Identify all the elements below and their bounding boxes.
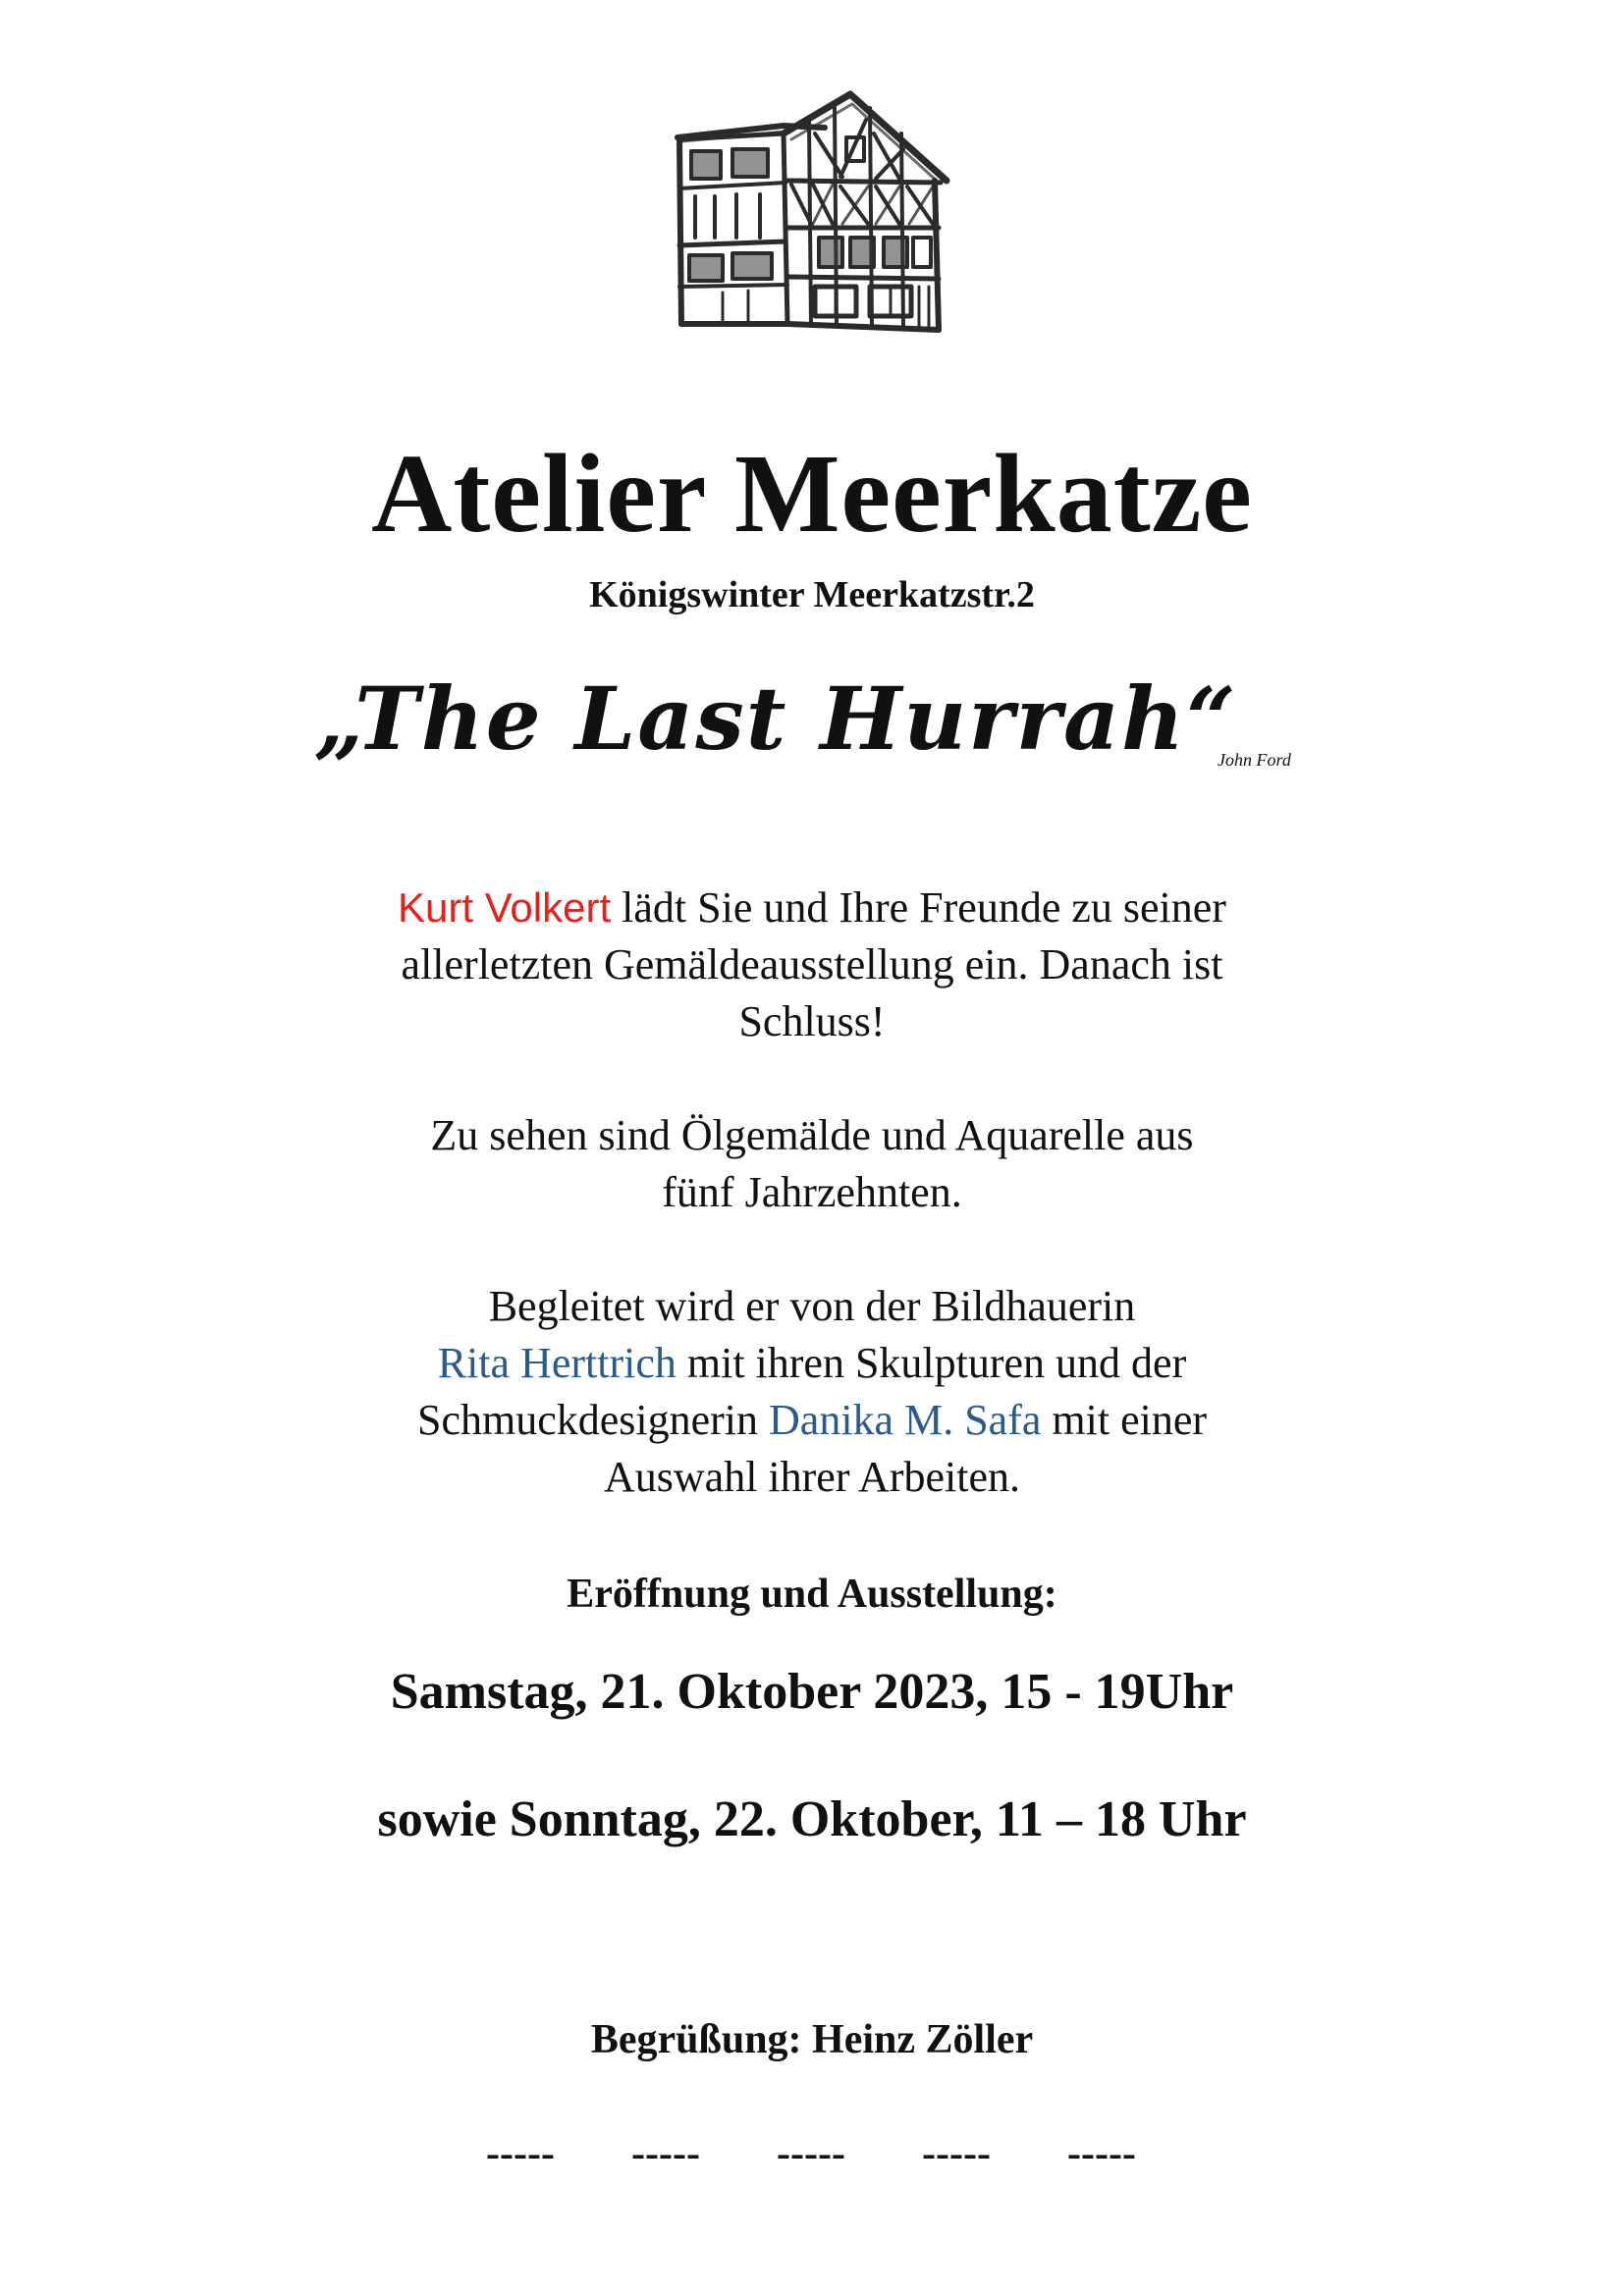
motto-quote: „The Last Hurrah“ — [314, 667, 1238, 770]
intro-paragraph — [272, 880, 1352, 1050]
intro-line-3: Schluss! — [738, 997, 886, 1045]
works-line-1: Zu sehen sind Ölgemälde und Aquarelle aus — [430, 1111, 1194, 1159]
event-heading: Eröffnung und Ausstellung: — [567, 1572, 1057, 1617]
guests-line-1: Begleitet wird er von der Bildhauerin — [488, 1282, 1136, 1330]
designer-name: Danika M. Safa — [769, 1396, 1042, 1444]
artist-name: Kurt Volkert — [398, 884, 612, 931]
guests-line-2-text: mit ihren Skulpturen und der — [676, 1339, 1187, 1387]
intro-line-1 — [272, 880, 1352, 936]
guests-line-3 — [272, 1392, 1352, 1449]
sculptor-name: Rita Herttrich — [437, 1339, 677, 1387]
divider-dash: ----- — [777, 2131, 845, 2176]
footer-divider — [486, 2124, 1154, 2183]
greeting-line: Begrüßung: Heinz Zöller — [590, 2017, 1034, 2062]
motto-credit: John Ford — [1218, 750, 1291, 770]
motto — [295, 660, 1375, 787]
event-date-saturday: Samstag, 21. Oktober 2023, 15 - 19Uhr — [390, 1664, 1234, 1720]
works-paragraph — [272, 1107, 1352, 1221]
guests-line-3-text: mit einer — [1041, 1396, 1208, 1444]
guests-line-3-start: Schmuckdesignerin — [416, 1396, 770, 1444]
intro-line-1-text: lädt Sie und Ihre Freunde zu seiner — [611, 883, 1226, 932]
intro-line-2: allerletzten Gemäldeausstellung ein. Danach ist — [401, 940, 1223, 988]
guests-paragraph — [272, 1278, 1352, 1506]
guests-line-2 — [272, 1335, 1352, 1392]
house-drawing-icon — [668, 90, 962, 365]
divider-dash: ----- — [631, 2131, 700, 2176]
address-subtitle: Königswinter Meerkatzstr.2 — [589, 574, 1035, 615]
event-date-sunday: sowie Sonntag, 22. Oktober, 11 – 18 Uhr — [377, 1791, 1247, 1847]
works-line-2: fünf Jahrzehnten. — [662, 1168, 962, 1216]
divider-dash: ----- — [486, 2131, 555, 2176]
page-title: Atelier Meerkatze — [371, 431, 1253, 556]
divider-dash: ----- — [1067, 2131, 1136, 2176]
divider-dash: ----- — [922, 2131, 991, 2176]
guests-line-4: Auswahl ihrer Arbeiten. — [604, 1453, 1020, 1501]
